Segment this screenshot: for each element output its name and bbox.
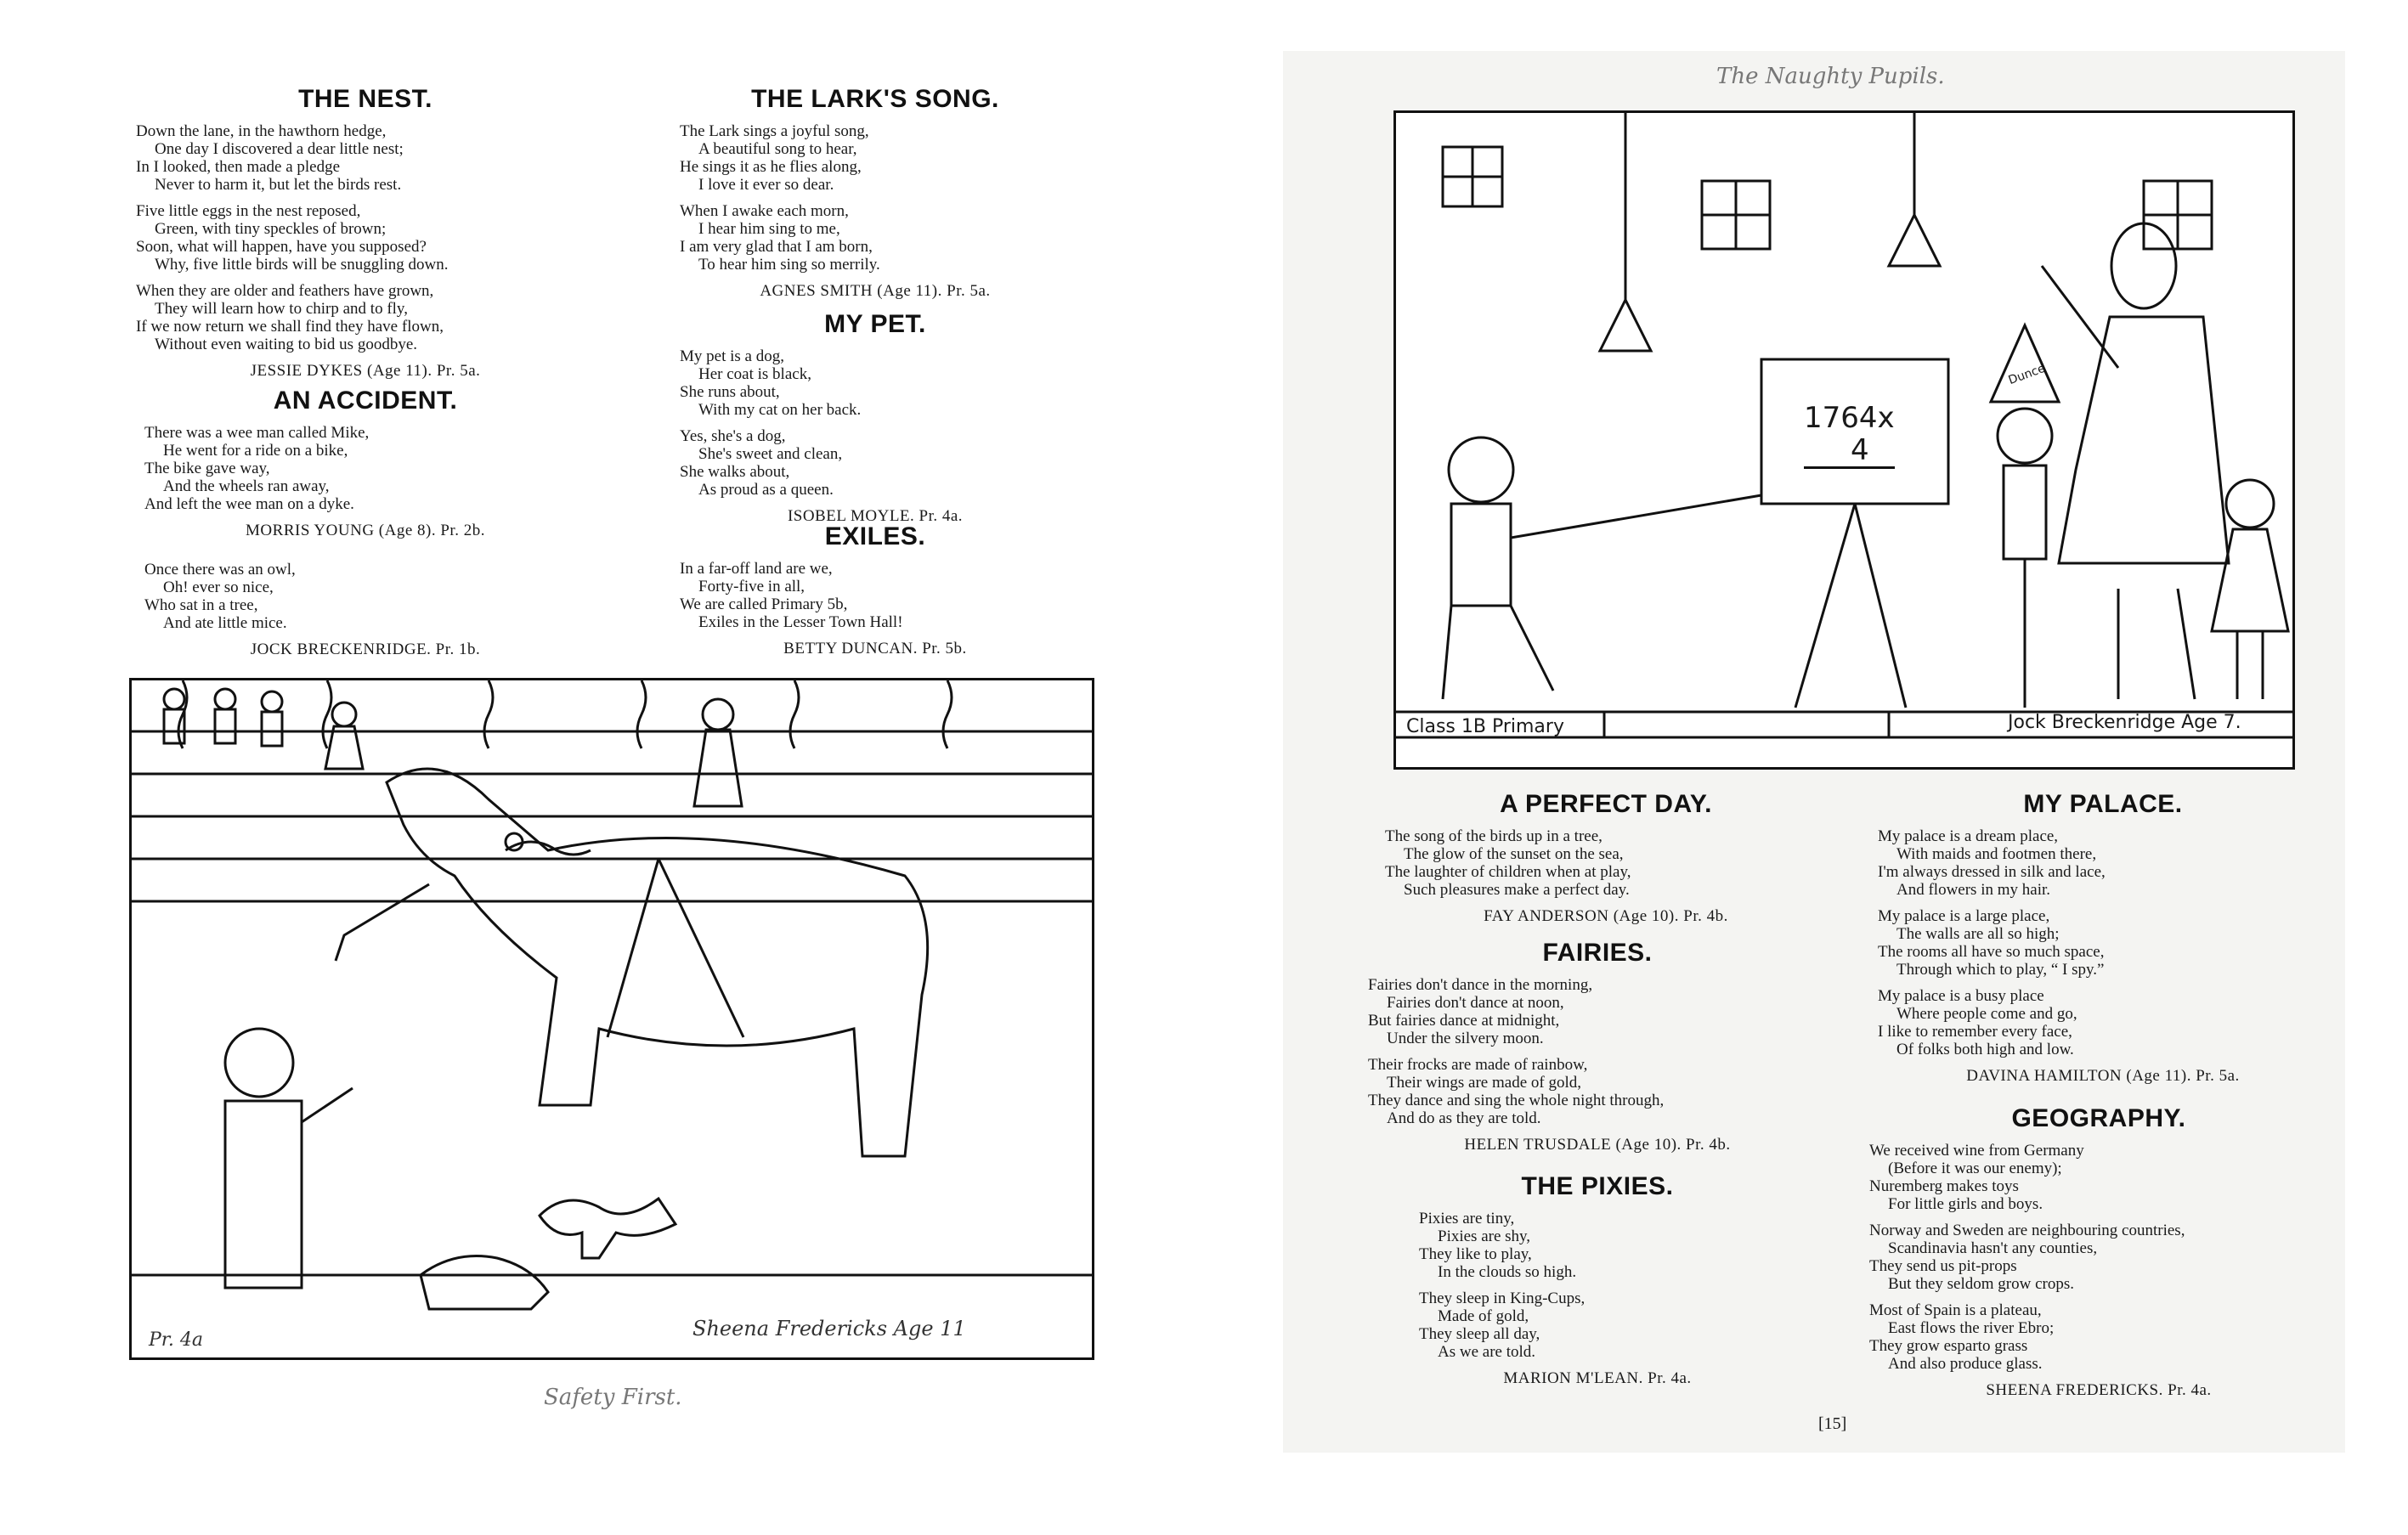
poem-line: She walks about, [680, 463, 790, 481]
poem-exiles [680, 522, 1071, 658]
poem-byline: JOCK BRECKENRIDGE. Pr. 1b. [250, 641, 481, 658]
poem-line: Pixies are tiny, [1419, 1210, 1515, 1227]
poem-line: My pet is a dog, [680, 347, 784, 365]
poem-line: As we are told. [1438, 1343, 1536, 1361]
poem-line: Most of Spain is a plateau, [1869, 1301, 2042, 1319]
poem-line: My palace is a large place, [1878, 907, 2050, 925]
poem-line: Their wings are made of gold, [1387, 1074, 1581, 1092]
dunce-hat-label: Dunce [2006, 361, 2048, 388]
page-number: [15] [1818, 1414, 1847, 1433]
poem-body [1869, 1142, 2328, 1373]
sum-multiplier: 4 [1804, 434, 1895, 469]
poem-line: A beautiful song to hear, [698, 140, 857, 158]
poem-line: We are called Primary 5b, [680, 595, 848, 613]
poem-line: And also produce glass. [1888, 1355, 2043, 1373]
poem-line: Norway and Sweden are neighbouring countries, [1869, 1222, 2185, 1239]
poem-line: To hear him sing so merrily. [698, 256, 880, 274]
poem-line: Five little eggs in the nest reposed, [136, 202, 361, 220]
poem-line: For little girls and boys. [1888, 1195, 2043, 1213]
poem-a-perfect-day [1385, 790, 1827, 926]
poem-body [144, 424, 586, 513]
poem-body [680, 347, 1071, 499]
drawing-signature: Sheena Fredericks Age 11 [692, 1317, 966, 1340]
poem-stanza [1878, 987, 2328, 1058]
poem-byline: SHEENA FREDERICKS. Pr. 4a. [1986, 1381, 2212, 1399]
poem-stanza [1869, 1301, 2328, 1373]
poem-line: He sings it as he flies along, [680, 158, 862, 176]
poem-line: Where people come and go, [1896, 1005, 2077, 1023]
poem-line: My palace is a busy place [1878, 987, 2044, 1005]
poem-line: Her coat is black, [698, 365, 811, 383]
poem-line: They sleep all day, [1419, 1325, 1540, 1343]
poem-byline: BETTY DUNCAN. Pr. 5b. [783, 640, 967, 657]
poem-line: Scandinavia hasn't any counties, [1888, 1239, 2098, 1257]
drawing-caption-safety-first: Safety First. [544, 1385, 682, 1410]
poem-line: Of folks both high and low. [1896, 1041, 2074, 1058]
poem-line: Oh! ever so nice, [163, 578, 274, 596]
drawing-caption-naughty-pupils: The Naughty Pupils. [1716, 64, 1945, 89]
poem-line: When they are older and feathers have grown, [136, 282, 434, 300]
poem-title: GEOGRAPHY. [2011, 1104, 2186, 1132]
poem-line: Made of gold, [1438, 1307, 1529, 1325]
poem-fairies [1368, 939, 1827, 1154]
poem-line: They like to play, [1419, 1245, 1532, 1263]
poem-line: We received wine from Germany [1869, 1142, 2084, 1160]
poem-stanza [1385, 827, 1827, 899]
poem-line: Forty-five in all, [698, 578, 805, 595]
poem-my-palace [1878, 790, 2328, 1086]
poem-line: In a far-off land are we, [680, 560, 833, 578]
poem-body [144, 561, 586, 632]
poem-line: Through which to play, “ I spy.” [1896, 961, 2105, 979]
poem-body [1385, 827, 1827, 899]
poem-line: And left the wee man on a dyke. [144, 495, 354, 513]
poem-line: Their frocks are made of rainbow, [1368, 1056, 1588, 1074]
poem-line: I'm always dressed in silk and lace, [1878, 863, 2106, 881]
poem-line: The rooms all have so much space, [1878, 943, 2105, 961]
poem-stanza [1878, 907, 2328, 979]
poem-line: The song of the birds up in a tree, [1385, 827, 1603, 845]
poem-line: They dance and sing the whole night through, [1368, 1092, 1665, 1109]
poem-the-nest [136, 85, 595, 381]
poem-stanza [1419, 1210, 1776, 1281]
poem-title: THE LARK'S SONG. [751, 85, 999, 113]
poem-stanza [144, 561, 586, 632]
poem-line: Under the silvery moon. [1387, 1030, 1544, 1047]
poem-stanza [1419, 1290, 1776, 1361]
poem-stanza [1869, 1142, 2328, 1213]
poem-byline: MORRIS YOUNG (Age 8). Pr. 2b. [246, 522, 485, 539]
poem-line: (Before it was our enemy); [1888, 1160, 2062, 1177]
poem-title: AN ACCIDENT. [273, 387, 458, 415]
poem-line: With maids and footmen there, [1896, 845, 2097, 863]
poem-line: I am very glad that I am born, [680, 238, 873, 256]
poem-line: Pixies are shy, [1438, 1227, 1531, 1245]
poem-line: One day I discovered a dear little nest; [155, 140, 404, 158]
poem-line: Who sat in a tree, [144, 596, 258, 614]
poem-stanza [680, 202, 1071, 274]
poem-title: A PERFECT DAY. [1500, 790, 1712, 818]
poem-line: The laughter of children when at play, [1385, 863, 1631, 881]
poem-body [680, 122, 1071, 274]
poem-line: Soon, what will happen, have you supposed? [136, 238, 427, 256]
poem-line: Exiles in the Lesser Town Hall! [698, 613, 903, 631]
poem-the-pixies [1419, 1172, 1776, 1388]
poem-body [680, 560, 1071, 631]
poem-stanza [680, 347, 1071, 419]
poem-body [136, 122, 595, 353]
poem-line: I love it ever so dear. [698, 176, 834, 194]
drawing-naughty-pupils [1393, 110, 2295, 770]
poem-stanza [1368, 976, 1827, 1047]
poem-line: Without even waiting to bid us goodbye. [155, 336, 418, 353]
poem-geography [1869, 1104, 2328, 1400]
safety-first-illustration [132, 680, 1092, 1357]
poem-stanza [1869, 1222, 2328, 1293]
poem-byline: MARION M'LEAN. Pr. 4a. [1503, 1369, 1692, 1387]
poem-line: And flowers in my hair. [1896, 881, 2051, 899]
poem-my-pet [680, 310, 1071, 526]
poem-title: FAIRIES. [1542, 939, 1653, 967]
poem-line: Such pleasures make a perfect day. [1404, 881, 1630, 899]
poem-byline: AGNES SMITH (Age 11). Pr. 5a. [760, 282, 991, 300]
poem-line: But they seldom grow crops. [1888, 1275, 2075, 1293]
poem-title: MY PET. [824, 310, 926, 338]
poem-line: They will learn how to chirp and to fly, [155, 300, 408, 318]
poem-line: They sleep in King-Cups, [1419, 1290, 1586, 1307]
poem-line: I like to remember every face, [1878, 1023, 2072, 1041]
poem-line: Fairies don't dance at noon, [1387, 994, 1564, 1012]
poem-stanza [680, 122, 1071, 194]
poem-line: And do as they are told. [1387, 1109, 1541, 1127]
poem-an-accident [144, 387, 586, 540]
poem-stanza [144, 424, 586, 513]
poem-line: With my cat on her back. [698, 401, 862, 419]
poem-stanza [1368, 1056, 1827, 1127]
poem-title: EXILES. [824, 522, 926, 550]
poem-line: In the clouds so high. [1438, 1263, 1577, 1281]
poem-line: In I looked, then made a pledge [136, 158, 341, 176]
poem-line: Yes, she's a dog, [680, 427, 786, 445]
poem-line: Once there was an owl, [144, 561, 296, 578]
drawing-signature-jock: Jock Breckenridge Age 7. [2008, 712, 2241, 733]
poem-byline: ISOBEL MOYLE. Pr. 4a. [787, 507, 964, 525]
right-page [1283, 51, 2345, 1453]
poem-line: When I awake each morn, [680, 202, 849, 220]
poem-line: The bike gave way, [144, 460, 270, 477]
poem-the-larks-song [680, 85, 1071, 301]
poem-title: MY PALACE. [2023, 790, 2183, 818]
poem-line: But fairies dance at midnight, [1368, 1012, 1560, 1030]
poem-stanza [136, 122, 595, 194]
poem-line: They send us pit-props [1869, 1257, 2017, 1275]
poem-line: Why, five little birds will be snuggling down. [155, 256, 449, 274]
poem-title: THE PIXIES. [1521, 1172, 1674, 1200]
blackboard-sum [1804, 402, 1895, 469]
poem-line: There was a wee man called Mike, [144, 424, 370, 442]
poem-byline: HELEN TRUSDALE (Age 10). Pr. 4b. [1464, 1136, 1731, 1154]
poem-line: He went for a ride on a bike, [163, 442, 348, 460]
poem-line: East flows the river Ebro; [1888, 1319, 2055, 1337]
poem-line: Green, with tiny speckles of brown; [155, 220, 387, 238]
poem-line: I hear him sing to me, [698, 220, 840, 238]
poem-byline: DAVINA HAMILTON (Age 11). Pr. 5a. [1966, 1067, 2240, 1085]
poem-line: And the wheels ran away, [163, 477, 330, 495]
poem-body [1419, 1210, 1776, 1361]
poem-title: THE NEST. [298, 85, 432, 113]
poem-line: The Lark sings a joyful song, [680, 122, 869, 140]
sum-number: 1764x [1804, 401, 1895, 435]
poem-stanza [680, 427, 1071, 499]
poem-line: The walls are all so high; [1896, 925, 2060, 943]
poem-line: As proud as a queen. [698, 481, 834, 499]
poem-line: Never to harm it, but let the birds rest. [155, 176, 402, 194]
poem-line: She's sweet and clean, [698, 445, 843, 463]
class-label: Class 1B Primary [1406, 716, 1564, 737]
poem-owl [144, 561, 586, 659]
poem-line: Fairies don't dance in the morning, [1368, 976, 1593, 994]
poem-body [1878, 827, 2328, 1058]
poem-line: Down the lane, in the hawthorn hedge, [136, 122, 387, 140]
poem-body [1368, 976, 1827, 1127]
poem-line: The glow of the sunset on the sea, [1404, 845, 1624, 863]
drawing-corner-label: Pr. 4a [149, 1329, 204, 1351]
poem-stanza [1878, 827, 2328, 899]
poem-stanza [136, 282, 595, 353]
poem-line: And ate little mice. [163, 614, 287, 632]
poem-byline: JESSIE DYKES (Age 11). Pr. 5a. [250, 362, 481, 380]
poem-line: She runs about, [680, 383, 780, 401]
poem-line: Nuremberg makes toys [1869, 1177, 2019, 1195]
poem-line: They grow esparto grass [1869, 1337, 2028, 1355]
drawing-safety-first [129, 678, 1094, 1360]
poem-stanza [680, 560, 1071, 631]
poem-byline: FAY ANDERSON (Age 10). Pr. 4b. [1484, 907, 1728, 925]
poem-stanza [136, 202, 595, 274]
poem-line: If we now return we shall find they have flown, [136, 318, 444, 336]
left-page [68, 59, 1156, 1444]
poem-line: My palace is a dream place, [1878, 827, 2059, 845]
